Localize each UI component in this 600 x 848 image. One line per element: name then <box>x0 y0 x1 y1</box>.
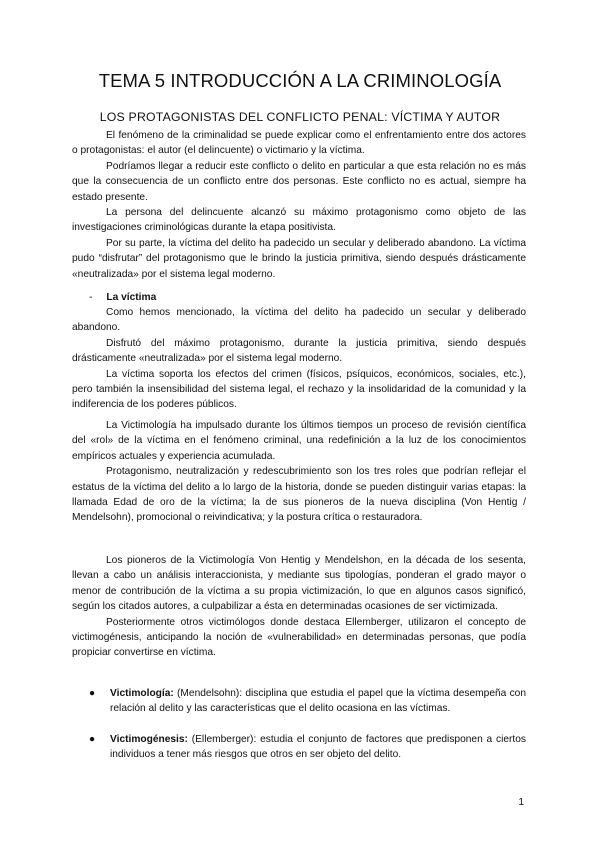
definition-item-victimogenesis <box>72 732 526 763</box>
intro-paragraph: Podríamos llegar a reducir este conflicto o delito en particular a que esta relación no es más que la consecuencia de un conflicto entre dos personas. Este conflicto no es actual, siempre ha estado presente. <box>72 160 526 203</box>
body-paragraph: La víctima soporta los efectos del crimen (físicos, psíquicos, económicos, sociales, etc.), pero también la insensibilidad del sistema legal, el rechazo y la insolidaridad de la comunidad y la indiferencia de los poderes públicos. <box>72 368 526 411</box>
body-paragraph: Disfrutó del máximo protagonismo, durante la justicia primitiva, siendo después drásticamente «neutralizada» por el sistema legal moderno. <box>72 337 526 365</box>
victima-block-3 <box>72 553 526 661</box>
body-paragraph: La Victimología ha impulsado durante los últimos tiempos un proceso de revisión científica del «rol» de la víctima en el fenómeno criminal, una redefinición a la luz de los conocimientos empíricos actuales y experiencia acumulada. <box>72 420 526 462</box>
definition-item-victimologia <box>72 686 526 717</box>
definition-text: (Ellemberger): estudia el conjunto de factores que predisponen a ciertos individuos a tener más riesgos que otros en ser objeto del delito. <box>110 734 526 761</box>
body-paragraph: Los pioneros de la Victimología Von Hentig y Mendelshon, en la década de los sesenta, llevan a cabo un análisis interaccionista, y mediante sus tipologías, ponderan el grado mayor o menor de contribución de la víctima a su propia victimización, lo que en algunos casos significó, según los citados autores, a culpabilizar a ésta en determinadas ocasiones de ser victimizada. <box>72 555 526 613</box>
victima-block-2 <box>72 418 526 526</box>
body-paragraph: Como hemos mencionado, la víctima del delito ha padecido un secular y deliberado abandono. <box>72 307 526 334</box>
victima-block-1 <box>72 305 526 413</box>
body-paragraph: Posteriormente otros victimólogos donde destaca Ellemberger, utilizaron el concepto de victimogénesis, anticipando la noción de «vulnerabilidad» en determinadas personas, que podía propiciar convertirse en víctima. <box>72 616 526 659</box>
definition-term: Victimología: <box>110 688 174 699</box>
intro-paragraph: La persona del delincuente alcanzó su máximo protagonismo como objeto de las investigaciones criminológicas durante la etapa positivista. <box>72 207 526 234</box>
definition-term: Victimogénesis: <box>110 734 188 745</box>
victima-heading <box>89 290 156 305</box>
body-paragraph: Protagonismo, neutralización y redescubrimiento son los tres roles que podrían reflejar el estatus de la víctima del delito a lo largo de la historia, donde se pueden distinguir varias etapas: la llamada Edad de oro de la víctima; la de sus pioneros de la nueva disciplina (Von Hentig / Mendelsohn), promocional o reivindicativa; y la postura crítica o restauradora. <box>72 466 526 524</box>
definition-text: (Mendelsohn): disciplina que estudia el papel que la víctima desempeña con relación al delito y las características que el delito ocasiona en las víctimas. <box>110 688 526 715</box>
victima-heading-text: La víctima <box>106 292 157 303</box>
intro-paragraph: El fenómeno de la criminalidad se puede explicar como el enfrentamiento entre dos actores o protagonistas: el autor (el delincuente) o victimario y la víctima. <box>72 130 526 157</box>
intro-text <box>72 128 526 282</box>
intro-paragraph: Por su parte, la víctima del delito ha padecido un secular y deliberado abandono. La víctima pudo “disfrutar” del protagonismo que le brindo la justicia primitiva, siendo después drásticamente «neutralizada» por el sistema legal moderno. <box>72 237 526 280</box>
bullet-icon: ● <box>89 734 96 745</box>
section-subtitle: LOS PROTAGONISTAS DEL CONFLICTO PENAL: VÍCTIMA Y AUTOR <box>99 110 501 124</box>
bullet-icon: ● <box>89 688 96 699</box>
page-title: TEMA 5 INTRODUCCIÓN A LA CRIMINOLOGÍA <box>98 70 502 91</box>
dash-marker: - <box>89 292 93 303</box>
page-number: 1 <box>518 797 524 808</box>
